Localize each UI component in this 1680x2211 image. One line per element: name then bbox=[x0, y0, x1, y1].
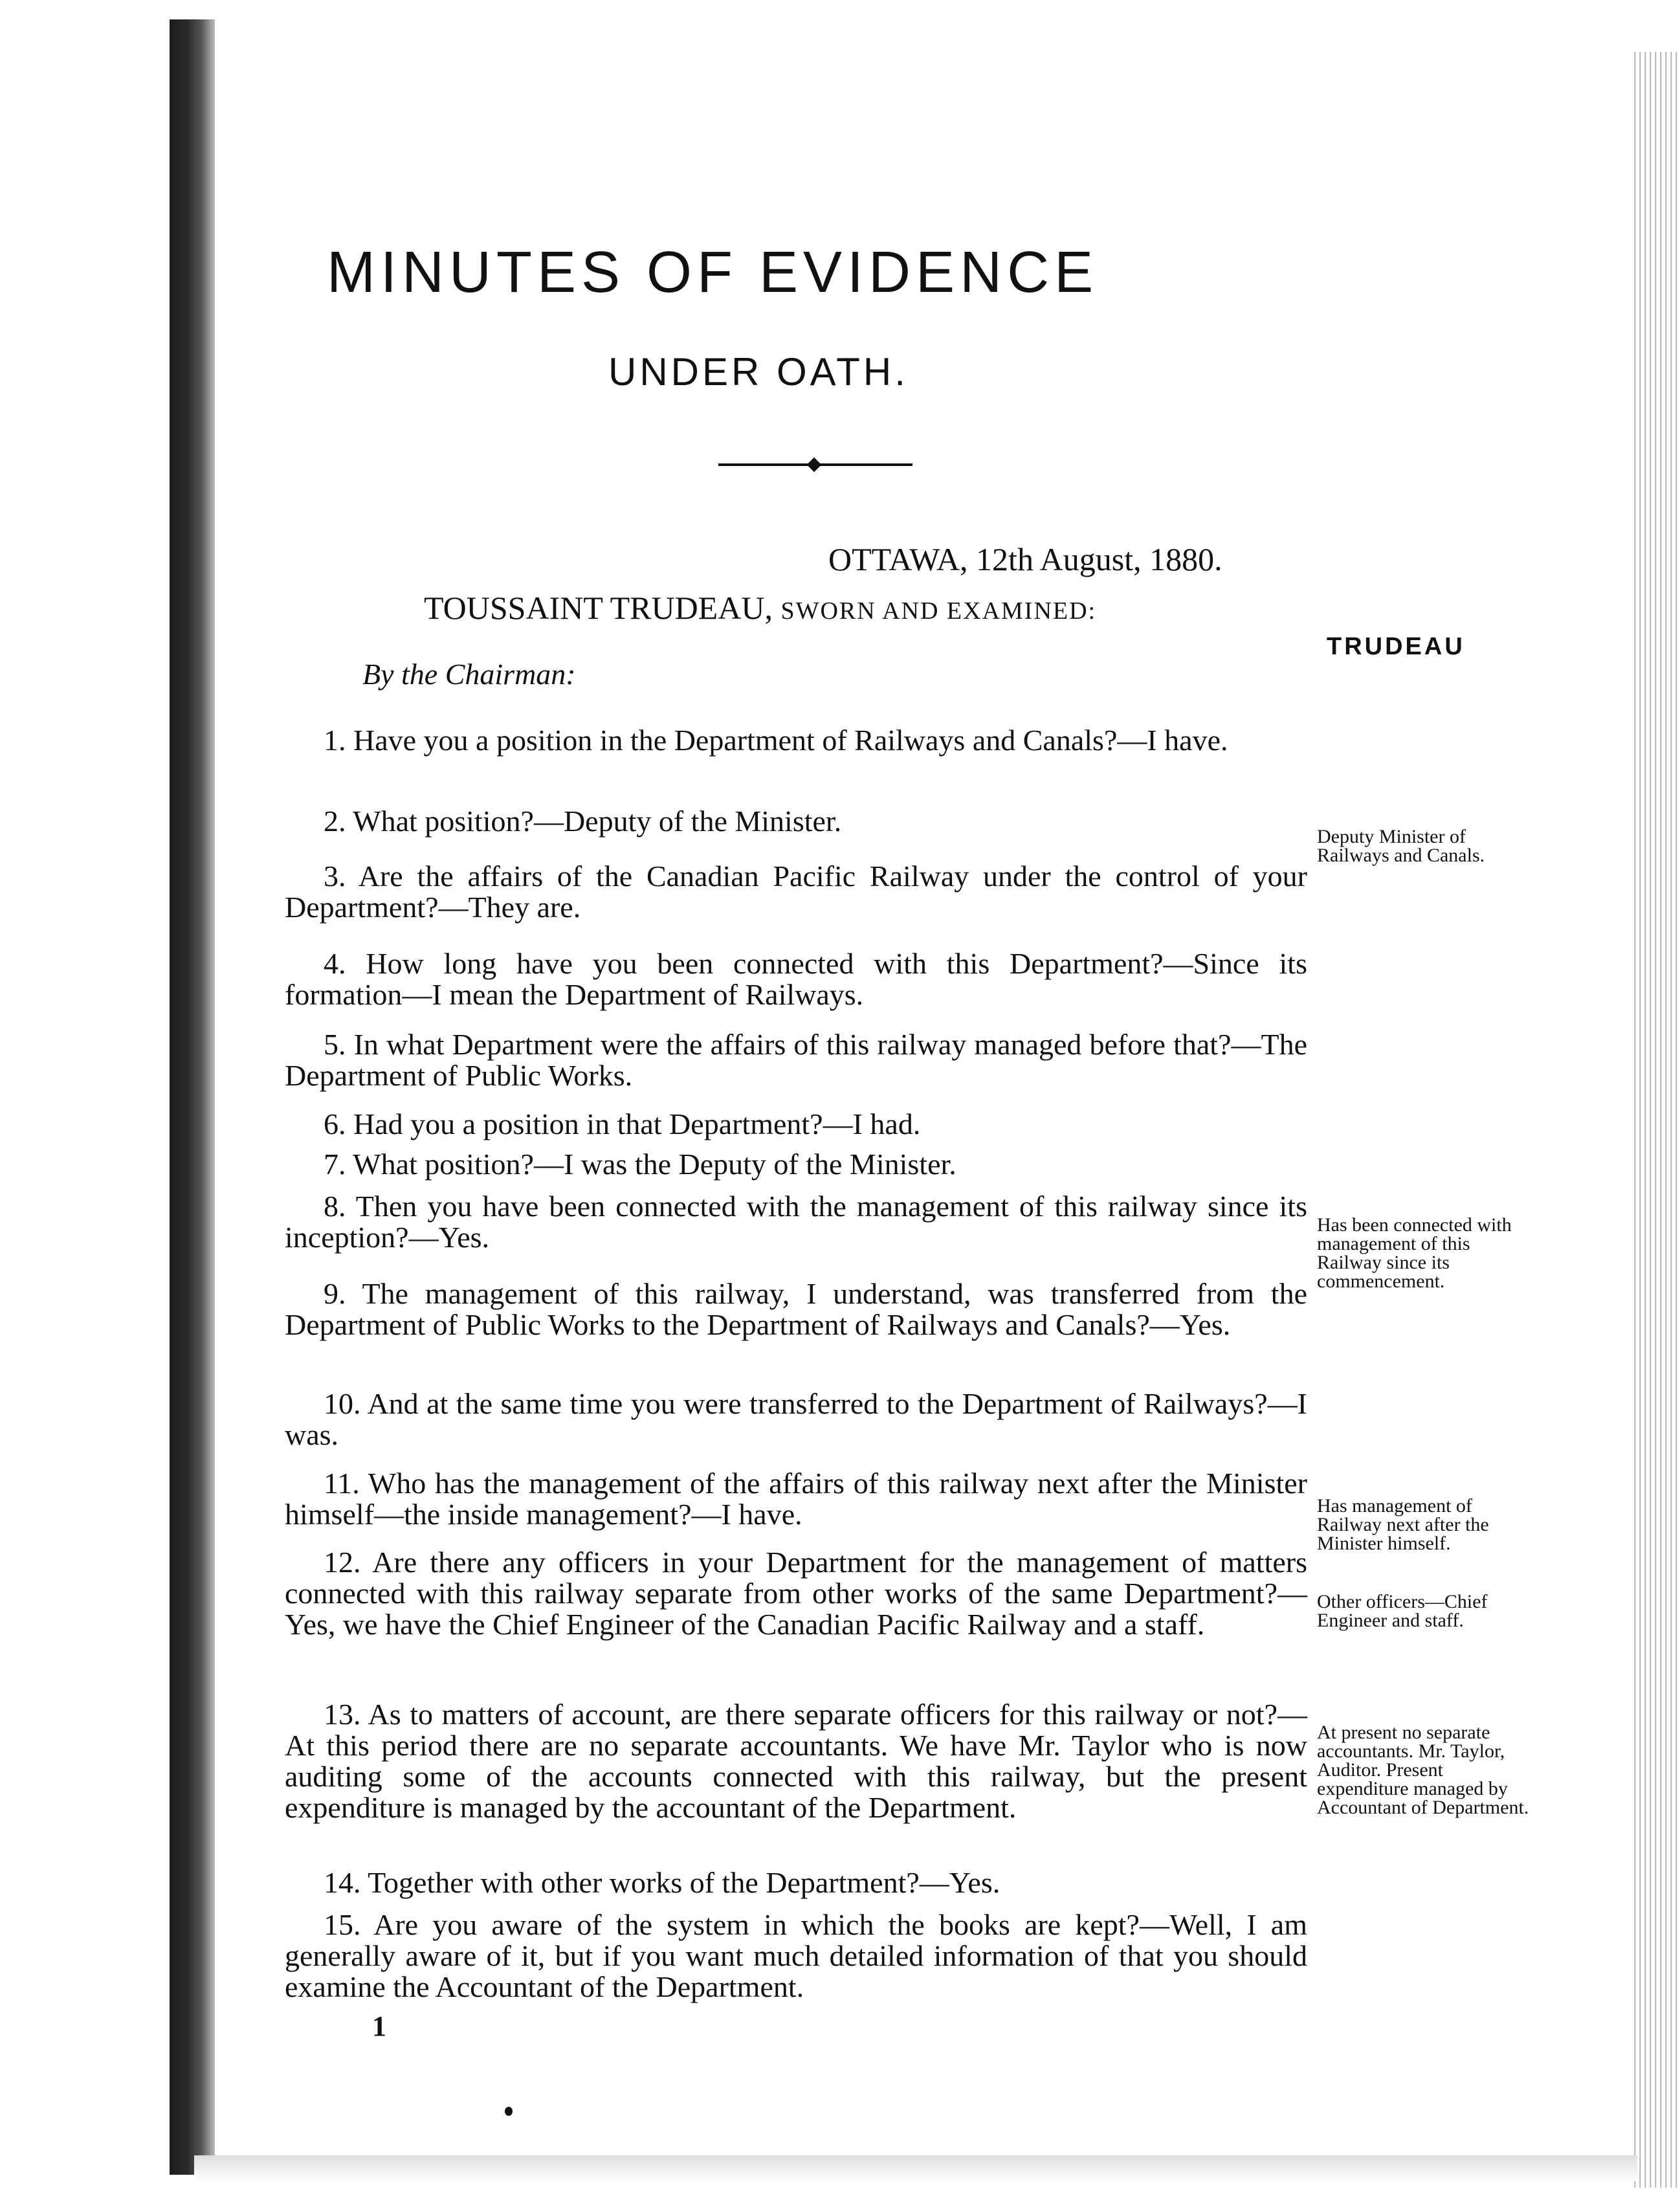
margin-note-officers: Other officers—Chief Engineer and staff. bbox=[1317, 1591, 1488, 1631]
page-bottom-shadow bbox=[194, 2155, 1637, 2181]
book-spine-shadow bbox=[170, 19, 215, 2175]
rule-diamond-ornament bbox=[807, 458, 822, 472]
question-6: 6. Had you a position in that Department?—I had. bbox=[324, 1107, 921, 1140]
margin-note-connected: Has been connected with management of this Railway since its commencement. bbox=[1317, 1214, 1512, 1292]
page-edge-stack bbox=[1631, 52, 1680, 2188]
question-3: 3. Are the affairs of the Canadian Pacific Railway under the control of your Department?—They are. bbox=[285, 860, 1307, 924]
page-number: 1 bbox=[372, 2010, 386, 2042]
question-14: 14. Together with other works of the Department?—Yes. bbox=[324, 1866, 1000, 1899]
page-subtitle: UNDER OATH. bbox=[608, 350, 909, 394]
witness-status: SWORN AND EXAMINED: bbox=[780, 597, 1097, 625]
page-title: MINUTES OF EVIDENCE bbox=[327, 240, 1099, 305]
question-1: 1. Have you a position in the Department of Railways and Canals?—I have. bbox=[324, 724, 1228, 757]
margin-note-deputy: Deputy Minister of Railways and Canals. bbox=[1317, 826, 1485, 866]
margin-note-management: Has management of Railway next after the Minister himself. bbox=[1317, 1495, 1489, 1554]
question-15: 15. Are you aware of the system in which the books are kept?—Well, I am generally aware of it, but if you want much detailed information of that you should examine the Accountant of the Department. bbox=[285, 1908, 1307, 2003]
witness-name: TOUSSAINT TRUDEAU, bbox=[424, 590, 773, 626]
question-8: 8. Then you have been connected with the management of this railway since its inception?—Yes. bbox=[285, 1190, 1307, 1254]
ink-speck bbox=[505, 2107, 513, 2116]
margin-witness-name: TRUDEAU bbox=[1327, 633, 1465, 660]
question-13: 13. As to matters of account, are there separate officers for this railway or not?—At this period there are no separate accountants. We have Mr. Taylor who is now auditing some of the accounts connected with this railway, but the present expenditure is managed by the accountant of the Department. bbox=[285, 1698, 1307, 1824]
question-10: 10. And at the same time you were transferred to the Department of Railways?—I was. bbox=[285, 1387, 1307, 1451]
question-7: 7. What position?—I was the Deputy of the Minister. bbox=[324, 1148, 956, 1181]
question-5: 5. In what Department were the affairs of this railway managed before that?—The Department of Public Works. bbox=[285, 1028, 1307, 1092]
place-and-date: OTTAWA, 12th August, 1880. bbox=[828, 541, 1222, 577]
question-11: 11. Who has the management of the affairs of this railway next after the Minister himself—the inside management?—I have. bbox=[285, 1467, 1307, 1531]
margin-note-accountants: At present no separate accountants. Mr. Taylor, Auditor. Present expenditure managed by Accountant of Department. bbox=[1317, 1722, 1529, 1818]
examiner-line: By the Chairman: bbox=[362, 658, 576, 691]
question-4: 4. How long have you been connected with this Department?—Since its formation—I mean the Department of Railways. bbox=[285, 947, 1307, 1011]
question-2: 2. What position?—Deputy of the Minister. bbox=[324, 805, 842, 838]
question-12: 12. Are there any officers in your Department for the management of matters connected with this railway separate from other works of the same Department?—Yes, we have the Chief Engineer of the Canadian Pacific Railway and a staff. bbox=[285, 1546, 1307, 1641]
question-9: 9. The management of this railway, I understand, was transferred from the Department of Public Works to the Department of Railways and Canals?—Yes. bbox=[285, 1277, 1307, 1341]
witness-heading bbox=[424, 589, 1265, 627]
